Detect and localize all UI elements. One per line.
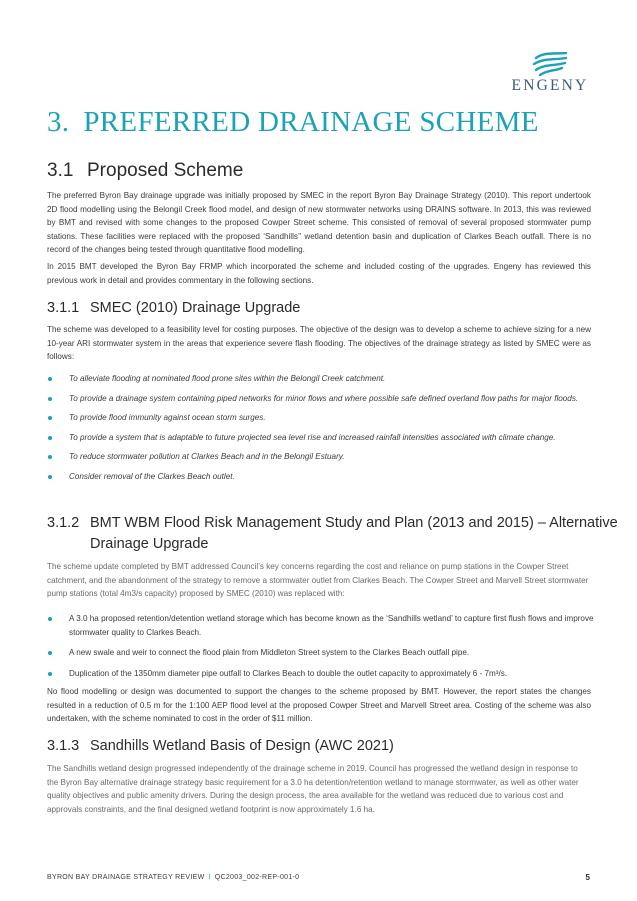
bullet-icon [48,377,52,381]
section-number: 3.1 [47,160,74,181]
list-item: To alleviate flooding at nominated flood prone sites within the Belongil Creek catchment. [47,372,595,386]
section-title: Sandhills Wetland Basis of Design (AWC 2021) [90,738,394,754]
bullet-icon [48,436,52,440]
section-number: 3.1.2 [47,515,80,531]
list-item: To provide a drainage system containing piped networks for minor flows and where possible safe defined overland flow paths for major floods. [47,392,595,406]
section-title: BMT WBM Flood Risk Management Study and Plan (2013 and 2015) – Alternative [90,515,618,531]
bullet-icon [48,397,52,401]
list-item: To provide flood immunity against ocean storm surges. [47,411,595,425]
bullet-icon [48,617,52,621]
list-item: Duplication of the 1350mm diameter pipe outfall to Clarkes Beach to double the outlet capacity to approximately 6 - 7m³/s. [47,667,595,681]
paragraph: In 2015 BMT developed the Byron Bay FRMP which incorporated the scheme and included costing of the upgrades. Engeny has reviewed this previous work in detail and provides commentary in the following sections. [47,262,591,285]
section-heading-3-1-1 [47,300,300,316]
paragraph: The scheme update completed by BMT addressed Council’s key concerns regarding the cost and reliance on pump stations in the Cowper Street catchment, and the abandonment of the strategy to remove a stormwater outlet from Clarkes Beach. The Cowper Street and Marvell Street stormwater pump stations (total 4m3/s capacity) proposed by SMEC (2010) was replaced with: [47,562,589,599]
list-item: A new swale and weir to connect the flood plain from Middleton Street system to the Clarkes Beach outfall pipe. [47,646,595,660]
paragraph: The Sandhills wetland design progressed independently of the drainage scheme in 2019. Council has progressed the wetland design in response to the Byron Bay alternative drainage strategy basic requirement for a 3.0 ha detention/retention wetland to manage stormwater, as well as other water quality objectives and public amenity drivers. During the design process, the area available for the wetland was reduced due to various cost and approvals constraints, and the final designed wetland footprint is now approximately 1.6 ha. [47,764,579,814]
list-item: A 3.0 ha proposed retention/detention wetland storage which has become known as the ‘Sandhills wetland’ to capture first flush flows and improve stormwater quality to Clarkes Beach. [47,612,595,639]
footer-doc-title: BYRON BAY DRAINAGE STRATEGY REVIEW [47,874,205,881]
footer-separator: I [208,874,211,881]
page-footer [47,874,299,881]
list-item: To reduce stormwater pollution at Clarkes Beach and in the Belongil Estuary. [47,450,595,464]
engeny-wave-icon [532,52,568,76]
paragraph: No flood modelling or design was documented to support the changes to the scheme proposed by BMT. However, the report states the changes resulted in a reduction of 0.5 m for the 1:100 AEP flood level at the proposed Cowper Street and Marvell Street area. Costing of the scheme was also undertaken, with the scheme nominated to cost in the order of $11 million. [47,687,591,724]
paragraph: The preferred Byron Bay drainage upgrade was initially proposed by SMEC in the report Byron Bay Drainage Strategy (2010). This report undertook 2D flood modelling using the Belongil Creek flood model, and design of new stormwater networks using DRAINS software. In 2013, this was reviewed by BMT and revised with some changes to the proposed Cowper Street scheme. This consisted of removal of several proposed stormwater pump stations. These facilities were replaced with the proposed ‘Sandhills’’ wetland detention basin and duplication of Clarkes Beach outfall. There is no record of the changes being tested through quantitative flood modelling. [47,191,591,255]
chapter-number: 3. [47,106,70,138]
replacement-list [47,612,595,680]
bullet-icon [48,455,52,459]
section-title: Proposed Scheme [87,160,244,181]
bullet-icon [48,475,52,479]
section-title: SMEC (2010) Drainage Upgrade [90,300,301,316]
section-title-continued: Drainage Upgrade [90,536,209,552]
section-heading-3-1-2 [47,513,618,555]
section-number: 3.1.3 [47,738,80,754]
list-item: To provide a system that is adaptable to future projected sea level rise and increased rainfall intensities associated with climate change. [47,431,595,445]
page-number: 5 [585,873,590,882]
section-heading-3-1-3 [47,738,394,754]
objectives-list [47,372,595,484]
bullet-icon [48,672,52,676]
section-number: 3.1.1 [47,300,80,316]
footer-doc-code: QC2003_002-REP-001-0 [214,874,300,881]
section-heading-3-1 [47,160,243,182]
chapter-title: PREFERRED DRAINAGE SCHEME [83,106,539,138]
paragraph: The scheme was developed to a feasibility level for costing purposes. The objective of the design was to develop a scheme to achieve sizing for a new 10-year ARI stormwater system in the areas that experience severe flash flooding. The objectives of the drainage strategy as listed by SMEC were as follows: [47,325,591,362]
bullet-icon [48,416,52,420]
logo-wordmark: ENGENY [511,77,589,94]
bullet-icon [48,651,52,655]
list-item: Consider removal of the Clarkes Beach outlet. [47,470,595,484]
engeny-logo [510,52,590,95]
chapter-heading [47,106,539,139]
